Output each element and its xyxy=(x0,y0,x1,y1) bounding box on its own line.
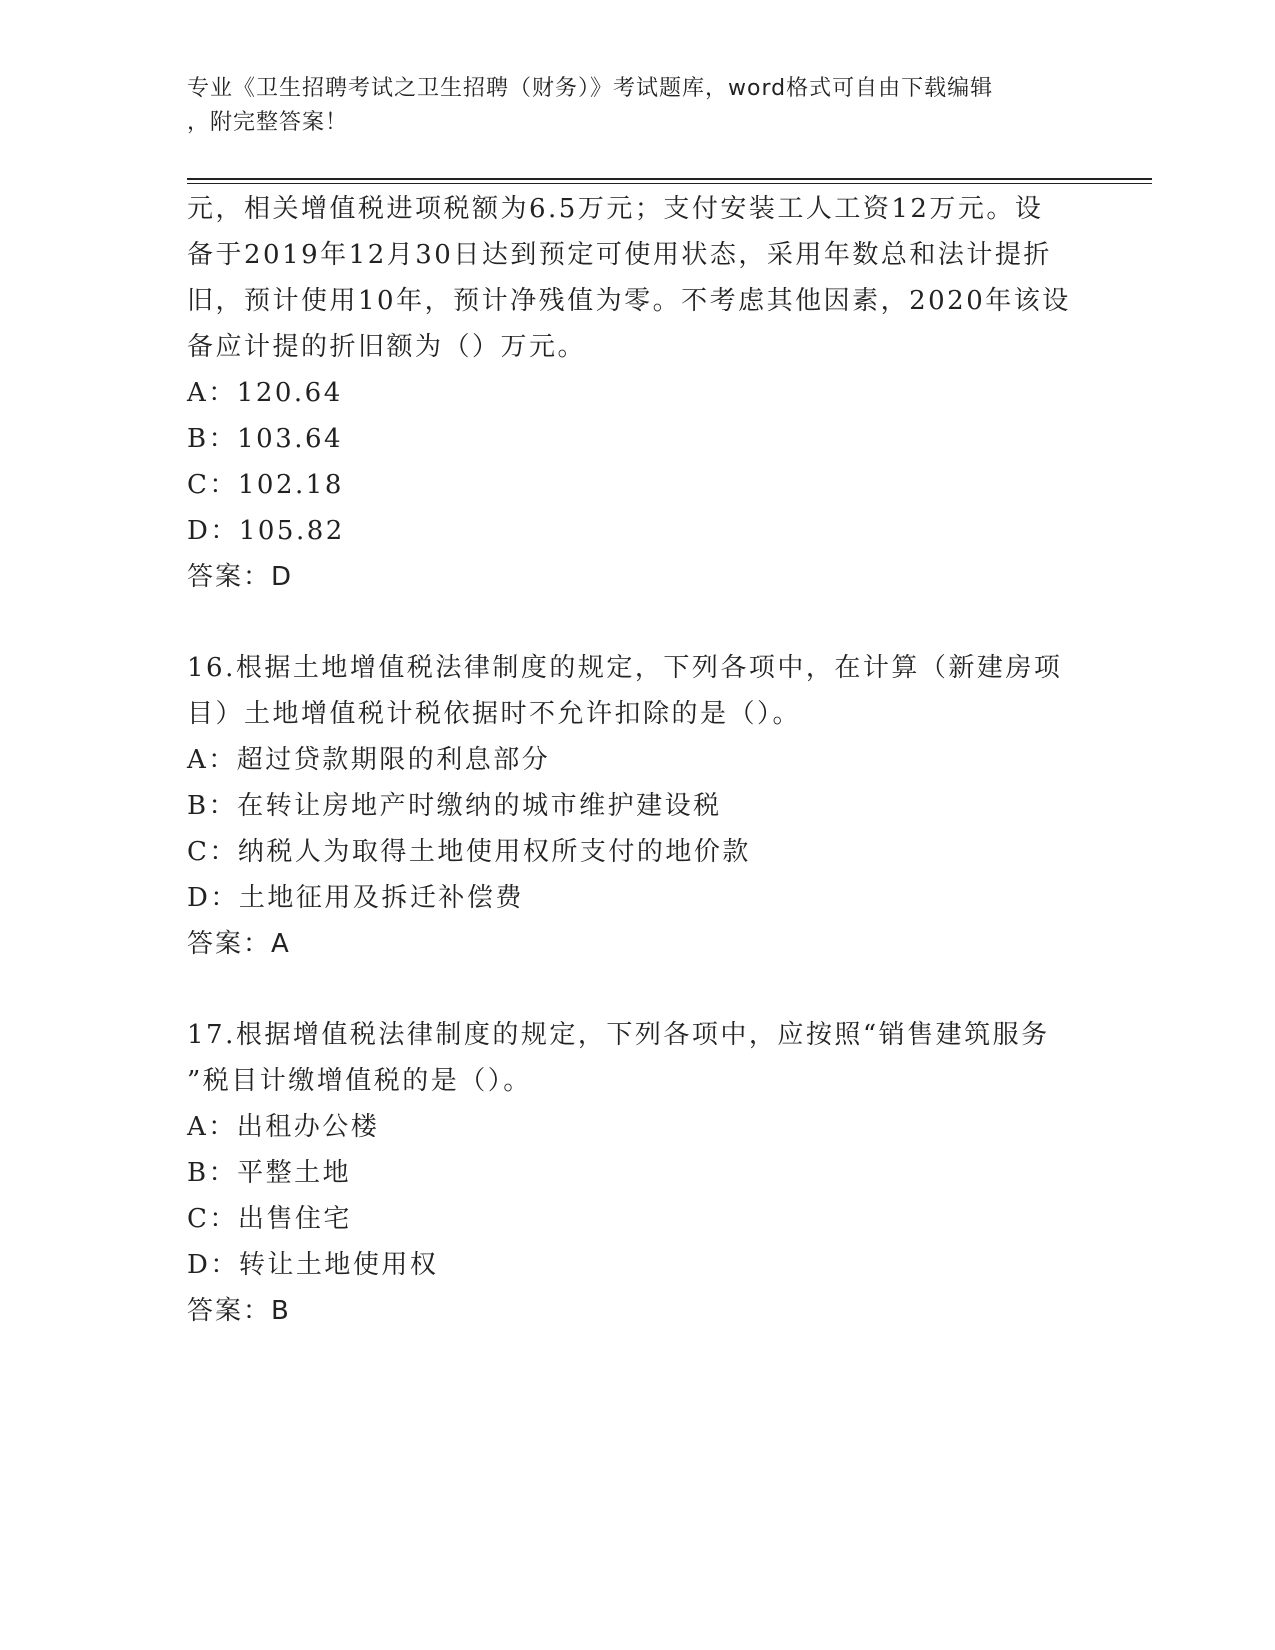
question-16-option-d: D：土地征用及拆迁补偿费 xyxy=(187,883,524,913)
question-16-answer: 答案：A xyxy=(187,929,291,959)
question-15-text-line: 旧，预计使用10年，预计净残值为零。不考虑其他因素，2020年该设 xyxy=(187,286,1071,316)
question-16-text-line: 目）土地增值税计税依据时不允许扣除的是（）。 xyxy=(187,699,802,729)
question-15-option-d: D：105.82 xyxy=(187,516,345,546)
question-16-option-b: B：在转让房地产时缴纳的城市维护建设税 xyxy=(187,791,722,821)
question-17-text-line: 17.根据增值税法律制度的规定，下列各项中，应按照“销售建筑服务 xyxy=(187,1020,1050,1050)
question-16-option-a: A：超过贷款期限的利息部分 xyxy=(187,745,551,775)
question-16-option-c: C：纳税人为取得土地使用权所支付的地价款 xyxy=(187,837,751,867)
header-divider-thin xyxy=(187,183,1152,184)
question-17-block xyxy=(187,1012,1092,1334)
question-15-option-a: A：120.64 xyxy=(187,378,343,408)
question-17-option-d: D：转让土地使用权 xyxy=(187,1250,439,1280)
question-15-text-line: 备应计提的折旧额为（）万元。 xyxy=(187,332,587,362)
question-15-option-c: C：102.18 xyxy=(187,470,344,500)
question-content xyxy=(187,186,1092,1379)
question-16-text-line: 16.根据土地增值税法律制度的规定，下列各项中，在计算（新建房项 xyxy=(187,653,1063,683)
question-16-block xyxy=(187,645,1092,967)
question-15-option-b: B：103.64 xyxy=(187,424,344,454)
question-17-option-c: C：出售住宅 xyxy=(187,1204,352,1234)
question-15-block xyxy=(187,186,1092,600)
header-divider xyxy=(187,178,1152,180)
header-line-2: ，附完整答案！ xyxy=(187,110,349,135)
question-17-option-a: A：出租办公楼 xyxy=(187,1112,380,1142)
question-15-text-line: 备于2019年12月30日达到预定可使用状态，采用年数总和法计提折 xyxy=(187,240,1052,270)
question-17-answer: 答案：B xyxy=(187,1296,291,1326)
page-header xyxy=(187,72,1067,140)
question-17-option-b: B：平整土地 xyxy=(187,1158,352,1188)
header-line-1: 专业《卫生招聘考试之卫生招聘（财务）》考试题库，word格式可自由下载编辑 xyxy=(187,76,994,101)
question-15-text-line: 元，相关增值税进项税额为6.5万元；支付安装工人工资12万元。设 xyxy=(187,194,1044,224)
question-17-text-line: ”税目计缴增值税的是（）。 xyxy=(187,1066,532,1096)
question-15-answer: 答案：D xyxy=(187,562,294,592)
